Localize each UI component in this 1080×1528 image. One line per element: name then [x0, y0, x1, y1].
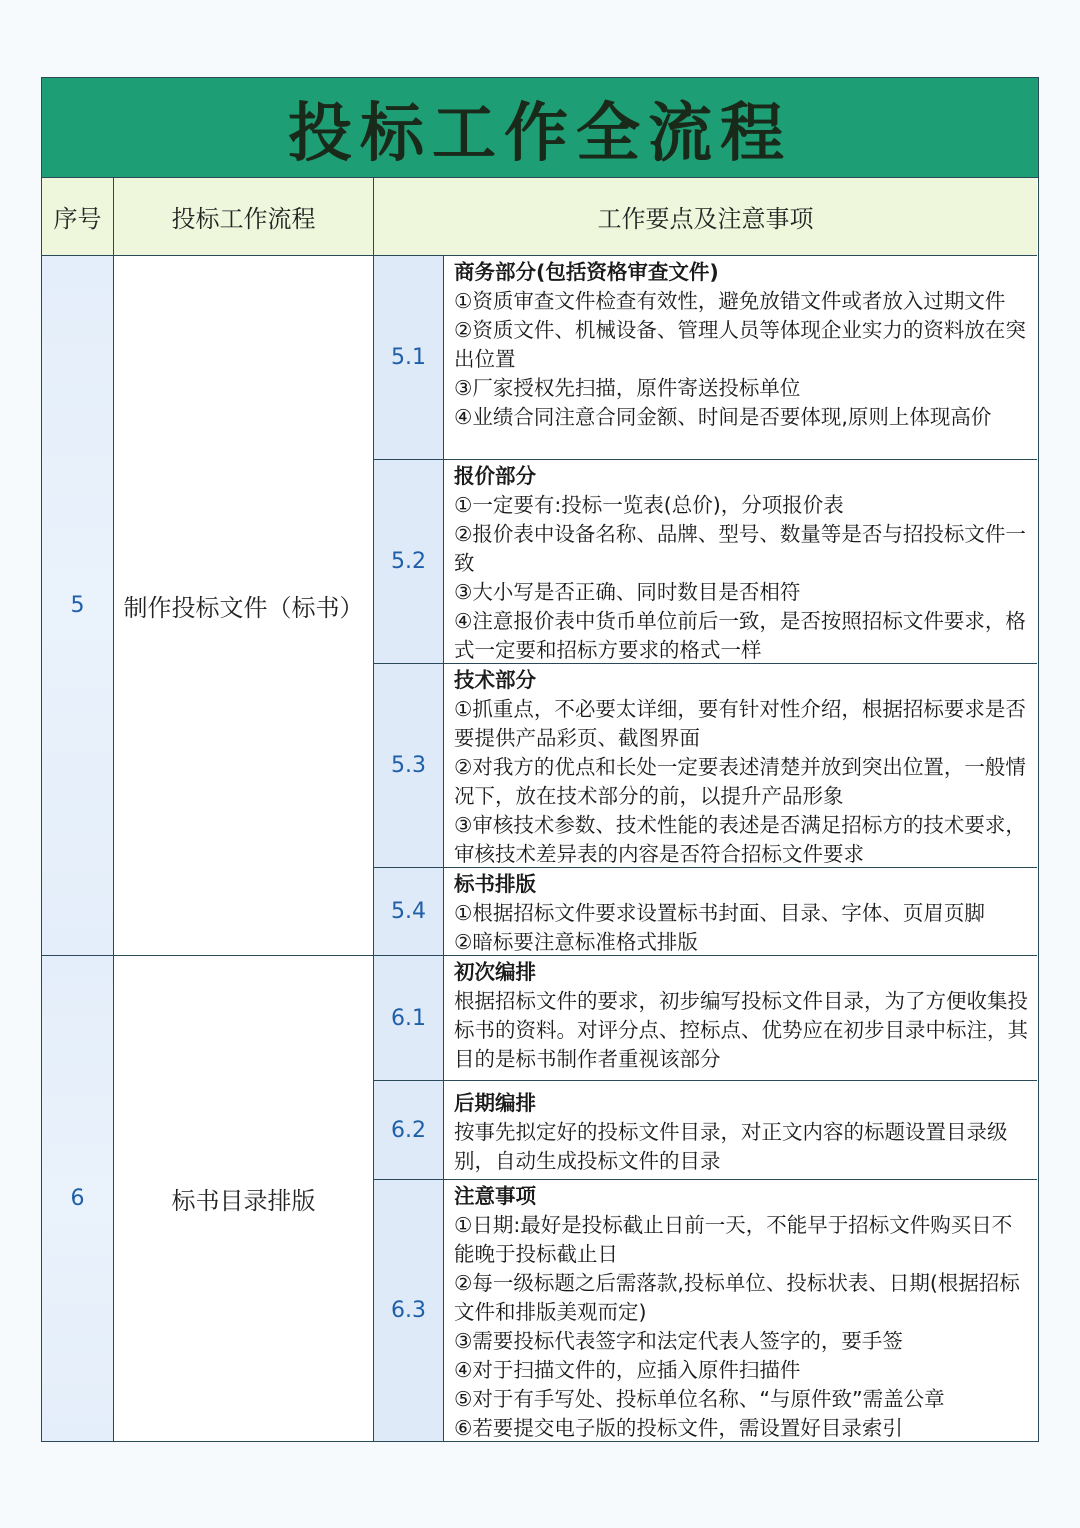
section-seq: 5 [42, 256, 114, 956]
item-line: 根据招标文件的要求，初步编写投标文件目录，为了方便收集投标书的资料。对评分点、控标点、优势应在初步目录中标注，其目的是标书制作者重视该部分 [454, 989, 1028, 1071]
item-content [444, 664, 1037, 868]
item-line: ①抓重点，不必要太详细，要有针对性介绍，根据招标要求是否要提供产品彩页、截图界面 [454, 697, 1026, 750]
item-number: 6.2 [374, 1081, 444, 1180]
section-process: 制作投标文件（标书） [114, 256, 374, 956]
item-line: ③需要投标代表签字和法定代表人签字的，要手签 [454, 1329, 903, 1353]
section-seq: 6 [42, 956, 114, 1441]
item-line: ②报价表中设备名称、品牌、型号、数量等是否与招投标文件一致 [454, 522, 1026, 575]
item-title: 报价部分 [454, 464, 536, 488]
item-line: ②对我方的优点和长处一定要表述清楚并放到突出位置，一般情况下，放在技术部分的前，以提升产品形象 [454, 755, 1026, 808]
item-line: ①日期:最好是投标截止日前一天，不能早于招标文件购买日不能晚于投标截止日 [454, 1213, 1013, 1266]
item-content [444, 1081, 1037, 1180]
item-line: 按事先拟定好的投标文件目录，对正文内容的标题设置目录级别，自动生成投标文件的目录 [454, 1120, 1008, 1173]
item-number: 5.2 [374, 460, 444, 664]
header-seq: 序号 [42, 178, 114, 256]
item-line: ②资质文件、机械设备、管理人员等体现企业实力的资料放在突出位置 [454, 318, 1026, 371]
item-line: ②暗标要注意标准格式排版 [454, 930, 698, 954]
item-content [444, 256, 1037, 460]
item-number: 6.3 [374, 1180, 444, 1441]
item-line: ②每一级标题之后需落款,投标单位、投标状表、日期(根据招标文件和排版美观而定) [454, 1271, 1020, 1324]
item-line: ⑥若要提交电子版的投标文件，需设置好目录索引 [454, 1416, 903, 1440]
item-line: ①根据招标文件要求设置标书封面、目录、字体、页眉页脚 [454, 901, 985, 925]
item-content [444, 868, 1037, 956]
item-number: 6.1 [374, 956, 444, 1081]
item-line: ①资质审查文件检查有效性，避免放错文件或者放入过期文件 [454, 289, 1006, 313]
item-title: 后期编排 [454, 1091, 536, 1115]
item-number: 5.3 [374, 664, 444, 868]
item-line: ④对于扫描文件的，应插入原件扫描件 [454, 1358, 801, 1382]
process-table [41, 77, 1039, 1442]
item-line: ③审核技术参数、技术性能的表述是否满足招标方的技术要求，审核技术差异表的内容是否符合招标文件要求 [454, 813, 1026, 866]
item-line: ⑤对于有手写处、投标单位名称、“与原件致”需盖公章 [454, 1387, 945, 1411]
item-line: ①一定要有:投标一览表(总价)，分项报价表 [454, 493, 844, 517]
item-title: 注意事项 [454, 1184, 536, 1208]
item-title: 标书排版 [454, 872, 536, 896]
page-title: 投标工作全流程 [288, 96, 792, 171]
item-number: 5.4 [374, 868, 444, 956]
item-line: ④业绩合同注意合同金额、时间是否要体现,原则上体现高价 [454, 405, 992, 429]
item-title: 初次编排 [454, 960, 536, 984]
item-line: ③大小写是否正确、同时数目是否相符 [454, 580, 801, 604]
item-line: ③厂家授权先扫描，原件寄送投标单位 [454, 376, 801, 400]
item-line: ④注意报价表中货币单位前后一致，是否按照招标文件要求，格式一定要和招标方要求的格式一样 [454, 609, 1026, 662]
item-content [444, 956, 1037, 1081]
item-title: 商务部分(包括资格审查文件) [454, 260, 719, 284]
header-process: 投标工作流程 [114, 178, 374, 256]
item-content [444, 1180, 1037, 1441]
item-content [444, 460, 1037, 664]
title-bar [42, 78, 1038, 178]
item-title: 技术部分 [454, 668, 536, 692]
section-process: 标书目录排版 [114, 956, 374, 1441]
item-number: 5.1 [374, 256, 444, 460]
header-points: 工作要点及注意事项 [374, 178, 1037, 256]
